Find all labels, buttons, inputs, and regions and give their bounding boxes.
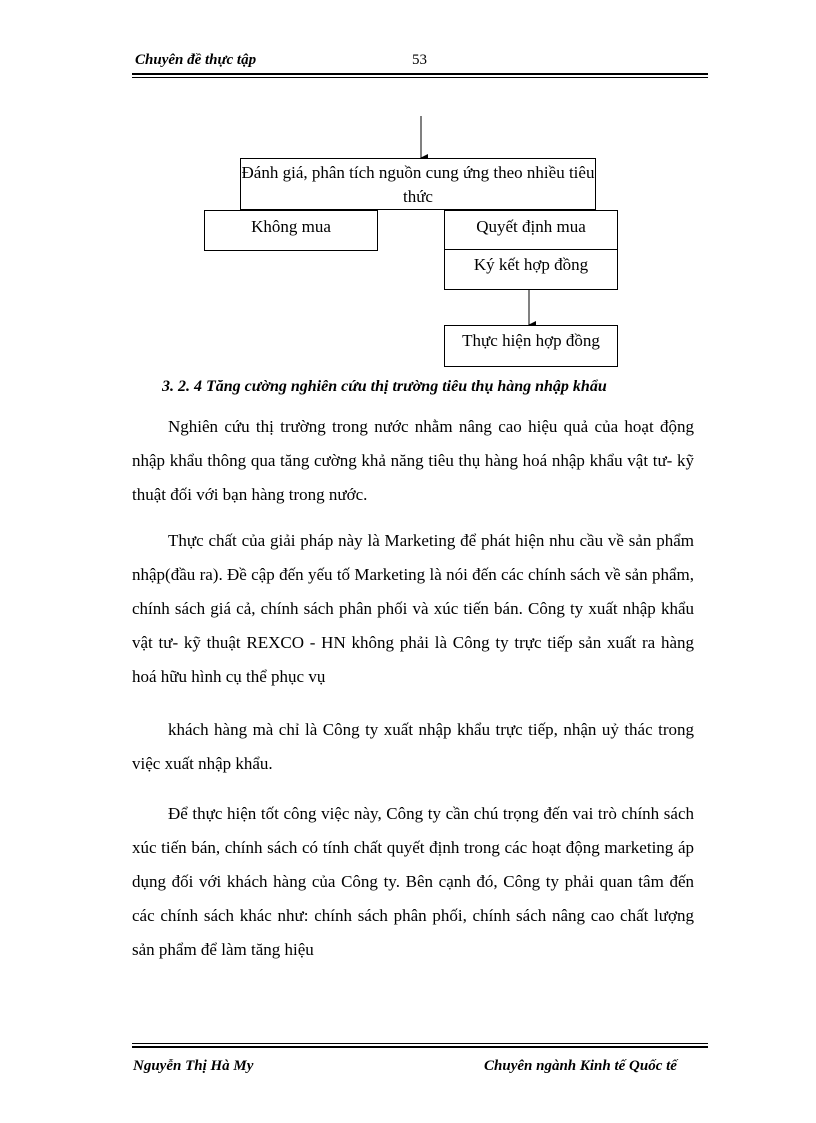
decide-buy-box: Quyết định mua xyxy=(444,210,618,250)
footer-rule-thin xyxy=(132,1043,708,1044)
execute-contract-box: Thực hiện hợp đồng xyxy=(444,325,618,367)
paragraph-3: khách hàng mà chỉ là Công ty xuất nhập khẩu trực tiếp, nhận uỷ thác trong việc xuất nhập khẩu. xyxy=(132,720,694,773)
paragraph-1: Nghiên cứu thị trường trong nước nhằm nâng cao hiệu quả của hoạt động nhập khẩu thông qua tăng cường khả năng tiêu thụ hàng hoá nhập khẩu vật tư- kỹ thuật đối với bạn hàng trong nước. xyxy=(132,417,694,504)
section-heading: 3. 2. 4 Tăng cường nghiên cứu thị trường tiêu thụ hàng nhập khẩu xyxy=(162,378,607,395)
footer-author: Nguyễn Thị Hà My xyxy=(133,1058,254,1074)
no-buy-box: Không mua xyxy=(204,210,378,251)
header-title: Chuyên đề thực tập xyxy=(135,52,257,68)
paragraph-2: Thực chất của giải pháp này là Marketing để phát hiện nhu cầu về sản phẩm nhập(đầu ra). Đề cập đến yếu tố Marketing là nói đến các chính sách về sản phẩm, chính sách giá cả, chính sách phân phối và xúc tiến bán. Công ty xuất nhập khẩu vật tư- kỹ thuật REXCO - HN không phải là Công ty trực tiếp sản xuất ra hàng hoá hữu hình cụ thể phục vụ xyxy=(132,531,694,686)
footer-rule-thick xyxy=(132,1046,708,1048)
paragraph-4: Để thực hiện tốt công việc này, Công ty cần chú trọng đến vai trò chính sách xúc tiến bán, chính sách có tính chất quyết định trong các hoạt động marketing áp dụng đối với khách hàng của Công ty. Bên cạnh đó, Công ty phải quan tâm đến các chính sách khác như: chính sách phân phối, chính sách nâng cao chất lượng sản phẩm để làm tăng hiệu xyxy=(132,804,694,959)
sign-contract-box: Ký kết hợp đồng xyxy=(444,249,618,290)
page-number: 53 xyxy=(412,52,427,68)
footer-major: Chuyên ngành Kinh tế Quốc tế xyxy=(484,1058,677,1074)
evaluate-supply-box: Đánh giá, phân tích nguồn cung ứng theo nhiều tiêu thức xyxy=(240,158,596,210)
